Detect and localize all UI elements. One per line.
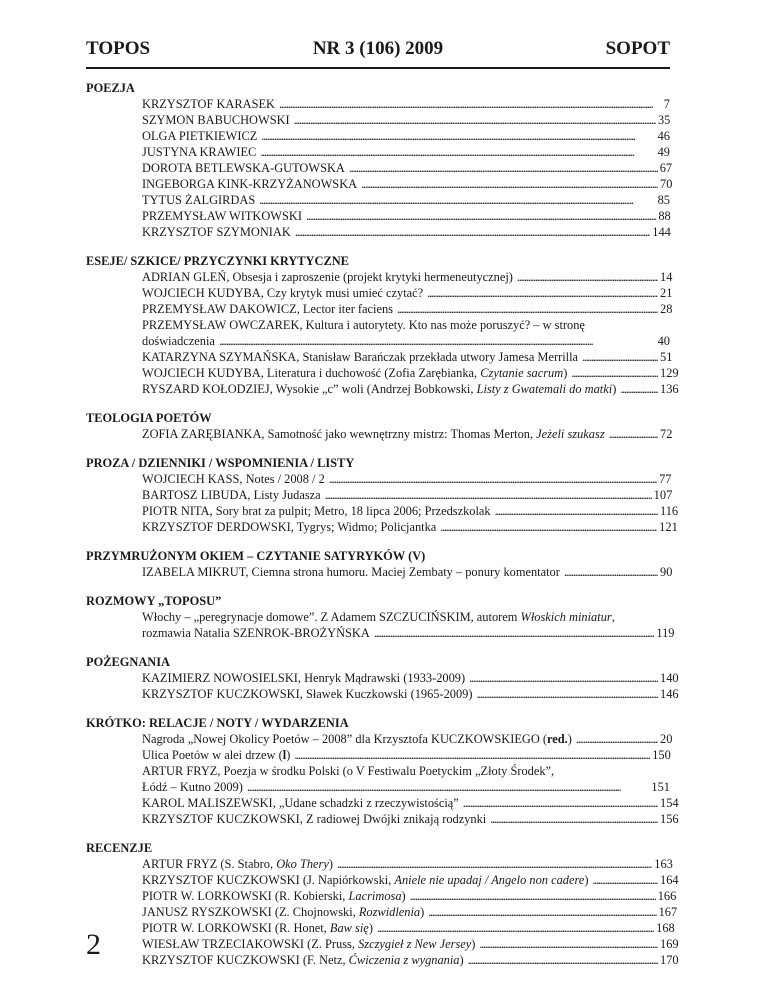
toc-entry[interactable] (142, 285, 673, 301)
toc-entry[interactable] (142, 670, 679, 686)
dot-leader (463, 795, 658, 811)
dot-leader (349, 160, 658, 176)
dot-leader (337, 856, 652, 872)
dot-leader (490, 811, 658, 827)
entry-text-fragment: Szczygieł z New Jersey (358, 937, 472, 951)
entry-title (142, 301, 393, 317)
dot-leader (219, 333, 656, 349)
entry-page-number: 70 (660, 177, 673, 191)
entry-title (142, 487, 321, 503)
toc-entry[interactable] (142, 426, 673, 442)
entry-title (142, 224, 291, 240)
entry-page-number: 49 (657, 145, 670, 159)
entry-title (142, 176, 357, 192)
entry-text-fragment: INGEBORGA KINK-KRZYŻANOWSKA (142, 177, 358, 191)
entry-title (142, 503, 491, 519)
entry-text-fragment: KRZYSZTOF KUCZKOWSKI, Z radiowej Dwójki znikają rodzynki (142, 812, 487, 826)
entry-text-fragment: SZYMON BABUCHOWSKI (142, 113, 290, 127)
entry-page-number: 129 (660, 366, 679, 380)
entry-text-fragment: Nagroda „Nowej Okolicy Poetów – 2008” dla Krzysztofa KUCZKOWSKIEGO ( (142, 732, 548, 746)
entry-text-fragment: ) (328, 857, 333, 871)
entry-text-fragment: Baw się (329, 921, 369, 935)
entry-text-fragment: ) (563, 366, 568, 380)
section-title: PROZA / DZIENNIKI / WSPOMNIENIA / LISTY (86, 456, 355, 470)
toc-entry[interactable] (142, 471, 670, 487)
entry-page-number: 121 (659, 520, 678, 534)
entry-text-fragment: ) (471, 937, 476, 951)
toc-entry[interactable] (142, 888, 677, 904)
section-title: ROZMOWY „TOPOSU” (86, 594, 222, 608)
toc-entry[interactable] (142, 564, 673, 580)
entry-text-fragment: ) (584, 873, 589, 887)
entry-title (142, 779, 243, 795)
entry-title (142, 112, 290, 128)
entry-page-number: 116 (660, 504, 679, 518)
entry-text-fragment: ) (612, 382, 617, 396)
entry-text-fragment: ZOFIA ZARĘBIANKA, Samotność jako wewnętrzny mistrz: Thomas Merton, (142, 427, 537, 441)
entry-title (142, 471, 325, 487)
entry-page-number: 144 (652, 225, 671, 239)
entry-first-line: PRZEMYSŁAW OWCZAREK, Kultura i autorytety. Kto nas może poruszyć? – w stronę (142, 318, 585, 332)
toc-entry[interactable] (142, 144, 670, 160)
dot-leader (295, 224, 650, 240)
entry-title (142, 349, 578, 365)
dot-leader (374, 625, 655, 641)
entry-text-fragment: KRZYSZTOF SZYMONIAK (142, 225, 291, 239)
entry-text-fragment: ) (420, 905, 425, 919)
entry-text-fragment: KAZIMIERZ NOWOSIELSKI, Henryk Mądrawski (1933-2009) (142, 671, 466, 685)
toc-entry[interactable] (142, 731, 673, 747)
toc-entry[interactable] (142, 904, 678, 920)
toc-section (86, 80, 673, 240)
toc-entry[interactable] (142, 176, 673, 192)
entry-title (142, 686, 473, 702)
entry-page-number: 40 (657, 334, 670, 348)
entry-text-fragment: PIOTR W. LORKOWSKI (R. Kobierski, (142, 889, 349, 903)
entry-title (142, 269, 513, 285)
entry-text-fragment: Oko Thery (276, 857, 329, 871)
dot-leader (576, 731, 658, 747)
header-rule (86, 67, 670, 69)
toc-section (86, 253, 679, 397)
dot-leader (377, 920, 654, 936)
entry-text-fragment: Łódź – Kutno 2009) (142, 780, 243, 794)
toc-section (86, 455, 679, 535)
entry-text-fragment: WOJCIECH KASS, Notes / 2008 / 2 (142, 472, 325, 486)
entry-title (142, 904, 424, 920)
entry-text-fragment: WIESŁAW TRZECIAKOWSKI (Z. Pruss, (142, 937, 359, 951)
section-title: RECENZJE (86, 841, 153, 855)
toc-entry[interactable] (142, 625, 675, 641)
entry-page-number: 28 (660, 302, 673, 316)
entry-title (142, 856, 333, 872)
entry-title (142, 888, 406, 904)
table-of-contents (86, 80, 679, 981)
page-number: 2 (86, 928, 101, 961)
entry-page-number: 146 (660, 687, 679, 701)
entry-page-number: 167 (658, 905, 678, 919)
toc-section (86, 593, 675, 641)
entry-title (142, 920, 373, 936)
entry-text-fragment: ) (401, 889, 406, 903)
section-entries (142, 609, 675, 641)
entry-page-number: 107 (653, 488, 673, 502)
entry-page-number: 46 (657, 129, 670, 143)
dot-leader (247, 779, 650, 795)
entry-page-number: 151 (651, 780, 670, 794)
section-title: POŻEGNANIA (86, 655, 170, 669)
entry-title (142, 208, 302, 224)
entry-title (142, 795, 459, 811)
entry-text-fragment: Aniele nie upadaj / Angelo non cadere (394, 873, 585, 887)
entry-text-fragment: Włoskich miniatur (520, 610, 612, 624)
toc-entry[interactable] (142, 503, 679, 519)
toc-entry[interactable] (142, 96, 670, 112)
journal-title: TOPOS (86, 38, 151, 59)
toc-entry[interactable] (142, 747, 670, 763)
dot-leader (410, 888, 656, 904)
dot-leader (477, 686, 658, 702)
entry-text-fragment: Ćwiczenia z wygnania (348, 953, 460, 967)
section-title: KRÓTKO: RELACJE / NOTY / WYDARZENIA (86, 716, 349, 730)
entry-text-fragment: Listy z Gwatemali do matki (476, 382, 613, 396)
entry-text-fragment: KAROL MALISZEWSKI, „Udane schadzki z rzeczywistością” (142, 796, 459, 810)
entry-title (142, 670, 465, 686)
entry-text-fragment: Ulica Poetów w alei drzew ( (142, 748, 283, 762)
entry-page-number: 163 (654, 857, 673, 871)
entry-title (142, 731, 572, 747)
toc-entry[interactable] (142, 920, 675, 936)
section-title: PRZYMRUŻONYM OKIEM – CZYTANIE SATYRYKÓW (V) (86, 549, 426, 563)
section-entries (142, 96, 673, 240)
entry-first-line (142, 609, 670, 625)
entry-page-number: 35 (657, 113, 671, 127)
entry-page-number: 156 (660, 812, 679, 826)
section-entries (142, 471, 679, 535)
entry-text-fragment: KATARZYNA SZYMAŃSKA, Stanisław Barańczak przekłada utwory Jamesa Merrilla (142, 350, 579, 364)
running-header (86, 38, 670, 64)
dot-leader (325, 487, 652, 503)
dot-leader (259, 192, 655, 208)
toc-entry[interactable] (142, 349, 673, 365)
dot-leader (517, 269, 658, 285)
issue-number: NR 3 (106) 2009 (312, 38, 444, 59)
dot-leader (571, 365, 658, 381)
entry-text-fragment: KRZYSZTOF KUCZKOWSKI (F. Netz, (142, 953, 349, 967)
dot-leader (279, 96, 658, 112)
dot-leader (495, 503, 658, 519)
toc-entry[interactable] (142, 365, 679, 381)
toc-entry[interactable] (142, 224, 670, 240)
dot-leader (469, 670, 658, 686)
toc-entry[interactable] (142, 112, 670, 128)
toc-entry[interactable] (142, 686, 679, 702)
entry-text-fragment: WOJCIECH KUDYBA, Literatura i duchowość (Zofia Zarębianka, (142, 366, 481, 380)
entry-text-fragment: ) (368, 921, 373, 935)
entry-page-number: 85 (657, 193, 670, 207)
entry-text-fragment: KRZYSZTOF KUCZKOWSKI, Sławek Kuczkowski (1965-2009) (142, 687, 473, 701)
section-title: ESEJE/ SZKICE/ PRZYCZYNKI KRYTYCZNE (86, 254, 349, 268)
dot-leader (593, 872, 659, 888)
entry-text-fragment: Czytanie sacrum (480, 366, 564, 380)
toc-entry[interactable] (142, 269, 673, 285)
entry-text-fragment: BARTOSZ LIBUDA, Listy Judasza (142, 488, 321, 502)
entry-text-fragment: KRZYSZTOF DERDOWSKI, Tygrys; Widmo; Policjantka (142, 520, 437, 534)
entry-text-fragment: DOROTA BETLEWSKA-GUTOWSKA (142, 161, 345, 175)
entry-page-number: 136 (660, 382, 679, 396)
entry-text-fragment: JUSTYNA KRAWIEC (142, 145, 257, 159)
toc-entry[interactable] (142, 381, 679, 397)
entry-page-number: 119 (656, 626, 675, 640)
entry-text-fragment: rozmawia Natalia SZENROK-BROŻYŃSKA (142, 626, 370, 640)
entry-text-fragment: TYTUS ŻALGIRDAS (142, 193, 256, 207)
entry-text-fragment: l (282, 748, 287, 762)
section-entries (142, 670, 679, 702)
entry-page-number: 166 (657, 889, 677, 903)
entry-page-number: 164 (660, 873, 679, 887)
entry-page-number: 51 (660, 350, 673, 364)
entry-text-fragment: KRZYSZTOF KARASEK (142, 97, 275, 111)
toc-entry[interactable] (142, 952, 679, 968)
toc-section (86, 654, 679, 702)
entry-page-number: 169 (660, 937, 679, 951)
entry-text-fragment: OLGA PIETKIEWICZ (142, 129, 258, 143)
toc-section (86, 840, 679, 968)
toc-section (86, 715, 679, 827)
entry-title (142, 365, 567, 381)
city-name: SOPOT (605, 38, 670, 59)
dot-leader (440, 519, 657, 535)
entry-page-number: 140 (660, 671, 679, 685)
entry-text-fragment: doświadczenia (142, 334, 215, 348)
dot-leader (582, 349, 658, 365)
entry-title (142, 160, 345, 176)
entry-text-fragment: Lacrimosa (348, 889, 402, 903)
entry-page-number: 170 (660, 953, 679, 967)
entry-page-number: 67 (659, 161, 673, 175)
entry-page-number: 77 (659, 472, 672, 486)
section-title: TEOLOGIA POETÓW (86, 411, 212, 425)
dot-leader (564, 564, 658, 580)
entry-text-fragment: Włochy – „peregrynacje domowe”. Z Adamem SZCZUCIŃSKIM, autorem (142, 610, 521, 624)
toc-entry[interactable] (142, 779, 670, 795)
entry-title (142, 625, 370, 641)
entry-title (142, 426, 605, 442)
dot-leader (427, 285, 658, 301)
entry-text-fragment: Rozwidlenia (358, 905, 421, 919)
dot-leader (397, 301, 658, 317)
entry-title (142, 747, 290, 763)
entry-title (142, 872, 589, 888)
entry-text-fragment: RYSZARD KOŁODZIEJ, Wysokie „c” woli (Andrzej Bobkowski, (142, 382, 477, 396)
dot-leader (329, 471, 657, 487)
entry-text-fragment: red. (547, 732, 568, 746)
entry-page-number: 88 (658, 209, 671, 223)
toc-entry[interactable] (142, 936, 679, 952)
entry-page-number: 72 (660, 427, 673, 441)
entry-page-number: 14 (660, 270, 673, 284)
entry-title (142, 285, 423, 301)
entry-text-fragment: ) (286, 748, 291, 762)
entry-text-fragment: , (611, 610, 615, 624)
section-title: POEZJA (86, 81, 135, 95)
entry-text-fragment: ) (459, 953, 464, 967)
entry-page-number: 150 (652, 748, 671, 762)
section-entries (142, 269, 679, 397)
toc-entry[interactable] (142, 856, 673, 872)
entry-text-fragment: ) (567, 732, 572, 746)
entry-page-number: 90 (660, 565, 673, 579)
section-entries (142, 731, 679, 827)
entry-title (142, 936, 475, 952)
toc-entry[interactable] (142, 519, 678, 535)
entry-title (142, 952, 464, 968)
entry-text-fragment: PIOTR W. LORKOWSKI (R. Honet, (142, 921, 330, 935)
entry-title (142, 128, 257, 144)
section-entries (142, 856, 679, 968)
dot-leader (294, 112, 656, 128)
dot-leader (609, 426, 658, 442)
dot-leader (428, 904, 656, 920)
entry-title (142, 96, 275, 112)
dot-leader (620, 381, 658, 397)
entry-text-fragment: ADRIAN GLEŃ, Obsesja i zaproszenie (projekt krytyki hermeneutycznej) (142, 270, 513, 284)
entry-page-number: 168 (656, 921, 675, 935)
toc-entry[interactable] (142, 128, 670, 144)
entry-text-fragment: JANUSZ RYSZKOWSKI (Z. Chojnowski, (142, 905, 359, 919)
dot-leader (306, 208, 656, 224)
entry-page-number: 7 (663, 97, 670, 111)
entry-text-fragment: Jeżeli szukasz (536, 427, 605, 441)
entry-title (142, 144, 256, 160)
entry-title (142, 519, 436, 535)
entry-text-fragment: PRZEMYSŁAW WITKOWSKI (142, 209, 302, 223)
toc-entry[interactable] (142, 160, 673, 176)
dot-leader (261, 128, 655, 144)
dot-leader (479, 936, 658, 952)
entry-text-fragment: KRZYSZTOF KUCZKOWSKI (J. Napiórkowski, (142, 873, 395, 887)
section-entries (142, 564, 673, 580)
section-entries (142, 426, 673, 442)
entry-text-fragment: PRZEMYSŁAW DAKOWICZ, Lector iter faciens (142, 302, 394, 316)
toc-entry[interactable] (142, 333, 670, 349)
toc-entry[interactable] (142, 487, 673, 503)
toc-entry[interactable] (142, 795, 679, 811)
entry-title (142, 333, 215, 349)
entry-page-number: 20 (660, 732, 673, 746)
entry-title (142, 192, 255, 208)
entry-first-line: ARTUR FRYZ, Poezja w środku Polski (o V Festiwalu Poetyckim „Złoty Środek”, (142, 764, 555, 778)
entry-page-number: 21 (660, 286, 673, 300)
entry-title (142, 564, 560, 580)
entry-text-fragment: IZABELA MIKRUT, Ciemna strona humoru. Maciej Zembaty – ponury komentator (142, 565, 560, 579)
entry-page-number: 154 (660, 796, 679, 810)
toc-entry[interactable] (142, 192, 670, 208)
dot-leader (468, 952, 658, 968)
entry-title (142, 381, 616, 397)
toc-entry[interactable] (142, 872, 679, 888)
toc-entry[interactable] (142, 811, 679, 827)
dot-leader (260, 144, 655, 160)
toc-section (86, 410, 673, 442)
entry-text-fragment: ARTUR FRYZ (S. Stabro, (142, 857, 277, 871)
dot-leader (361, 176, 658, 192)
toc-entry[interactable] (142, 301, 673, 317)
toc-entry[interactable] (142, 208, 670, 224)
entry-text-fragment: WOJCIECH KUDYBA, Czy krytyk musi umieć czytać? (142, 286, 424, 300)
toc-section (86, 548, 673, 580)
entry-title (142, 811, 486, 827)
dot-leader (294, 747, 650, 763)
entry-text-fragment: PIOTR NITA, Sory brat za pulpit; Metro, 18 lipca 2006; Przedszkolak (142, 504, 491, 518)
